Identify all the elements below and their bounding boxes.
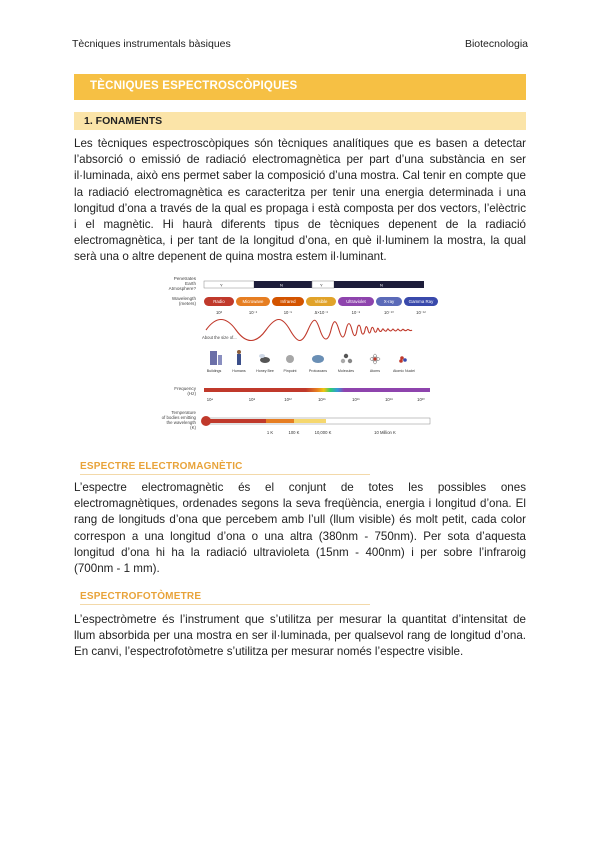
- wavelength-radio: 10³: [215, 310, 223, 315]
- object-atomic-nuclei: Atomic Nuclei: [393, 369, 415, 373]
- band-label-visible: Visible: [314, 299, 328, 305]
- object-buildings: Buildings: [206, 369, 222, 373]
- wavelength-xray: 10⁻¹⁰: [384, 310, 394, 315]
- object-atoms: Atoms: [369, 369, 381, 373]
- wave-illustration: [202, 320, 412, 341]
- thermo-seg-3: [294, 419, 326, 423]
- penetrates-seg-no-1: [254, 281, 312, 288]
- icon-molecules: [344, 354, 348, 358]
- thermometer: [201, 416, 430, 426]
- paragraph-fonaments: Les tècniques espectroscòpiques són tècniques analítiques que es basen a detectar l’absorció o emissió de radiació electromagnètica per part d’una substància en ser il·luminada, això ens permet saber la composició d’una mostra. Cal tenir en compte que la radiació electromagnètica es caracteritza per tenir una energia determinada i una longitud d’ona a través de la qual es propaga i està composta per dos vectors, l’elèctric i el magnètic. Hi haurà diferents tipus de tècniques depenent de la radiació electromagnètica, i per tant de la longitud d’ona, en què il·luminem la mostra, la qual serà una o altre depenent de quina mostra estem il·luminant.: [74, 137, 526, 264]
- penetrates-label-line-1: Penetrates: [173, 276, 196, 281]
- page-header: [72, 38, 528, 52]
- object-protozoans: Protozoans: [308, 369, 328, 373]
- wave-path: [206, 320, 412, 341]
- thermo-seg-2: [266, 419, 294, 423]
- header-subject: Biotecnologia: [464, 38, 528, 50]
- thermo-bulb: [201, 416, 211, 426]
- wavelength-ultraviolet: 10⁻⁸: [351, 310, 361, 315]
- band-label-radio: Radio: [213, 299, 225, 305]
- penetrates-label-line-2: Earth: [185, 281, 196, 286]
- band-label-xray: X-ray: [383, 299, 395, 305]
- icon-protozoans: [312, 355, 324, 363]
- penetrates-label-line-3: Atmosphere?: [168, 286, 196, 291]
- frequency-1: 10⁴: [206, 397, 214, 402]
- wavelength-microwave: 10⁻²: [248, 310, 258, 315]
- section-title-espectrofotometre: ESPECTROFOTÒMETRE: [80, 591, 370, 605]
- section-banner: [74, 112, 526, 130]
- object-molecules: Molecules: [337, 369, 355, 373]
- paragraph-espectre: L’espectre electromagnètic és el conjunt de totes les possibles ones electromagnètiques, ordenades segons la seva freqüència, energia i longitud d’ona. El rang de longituds d’ona que percebem amb l’ull (llum visible) és molt petit, cada color correspon a una longitud d’ona o una altra (380nm - 750nm). Per sota d’aquesta longitud d’ona hi ha la radiació ultravioleta (15nm - 400nm) i per sobre l’infraroig (700nm - 1 mm).: [74, 481, 526, 576]
- wavelength-gamma: 10⁻¹²: [416, 310, 426, 315]
- penetrates-seg-no-2: [334, 281, 424, 288]
- section-title-fonaments: 1. FONAMENTS: [84, 115, 163, 127]
- chapter-banner: [74, 74, 526, 100]
- penetrates-label: [169, 276, 197, 291]
- object-pinpoint: Pinpoint: [283, 369, 297, 373]
- wavelength-label-line-2: (meters): [178, 301, 196, 306]
- frequency-7: 10²⁰: [417, 397, 425, 402]
- scale-objects: [210, 350, 407, 365]
- frequency-label-line-2: (Hz): [187, 391, 196, 396]
- wavelength-infrared: 10⁻⁵: [283, 310, 293, 315]
- frequency-4: 10¹⁵: [318, 397, 326, 402]
- scale-label: About the size of...: [202, 335, 237, 340]
- penetrates-value-4: N: [380, 282, 383, 288]
- icon-buildings: [210, 351, 217, 365]
- band-label-microwave: Microwave: [242, 299, 264, 305]
- frequency-3: 10¹²: [284, 397, 292, 402]
- penetrates-value-3: Y: [320, 282, 323, 288]
- frequency-bar: [204, 388, 430, 392]
- frequency-2: 10⁸: [248, 397, 256, 402]
- wavelength-values: [216, 310, 426, 315]
- frequency-6: 10¹⁸: [385, 397, 393, 402]
- band-label-ultraviolet: Ultraviolet: [346, 299, 366, 305]
- frequency-values: [207, 397, 425, 402]
- frequency-5: 10¹⁶: [352, 397, 360, 402]
- icon-atoms: [373, 357, 376, 360]
- penetrates-value-1: Y: [220, 282, 223, 288]
- paragraph-espectrofotometre: L’espectròmetre és l’instrument que s’utilitza per mesurar la quantitat d’intensitat de llum absorbida per una mostra en ser il·luminada, per qualsevol rang de longitud d’ona. En canvi, l’espectrofotòmetre s’utilitza per mesurar només l’espectre visible.: [74, 613, 526, 659]
- wavelength-visible: .5×10⁻⁶: [313, 310, 329, 315]
- header-course-title: Tècniques instrumentals bàsiques: [72, 38, 231, 50]
- thermo-seg-1: [206, 419, 266, 423]
- temperature-label: [162, 410, 197, 430]
- section-title-espectre: ESPECTRE ELECTROMAGNÈTIC: [80, 461, 370, 475]
- wavelength-label-line-1: Wavelength: [171, 296, 196, 301]
- band-label-gamma: Gamma Ray: [408, 299, 434, 305]
- wavelength-label: [172, 296, 197, 306]
- object-honey-bee: Honey Bee: [256, 369, 274, 373]
- electromagnetic-spectrum-figure: [161, 272, 440, 447]
- scale-object-labels: [207, 369, 415, 373]
- temperature-4: 10 Million K: [374, 430, 396, 435]
- frequency-label-line-1: Frequency: [174, 386, 196, 391]
- icon-humans: [237, 350, 241, 354]
- temperature-values: [267, 430, 396, 435]
- temperature-1: 1 K: [266, 430, 274, 435]
- object-humans: Humans: [232, 369, 246, 373]
- penetrates-seg-yes-1: [204, 281, 254, 288]
- penetrates-bar: [204, 281, 424, 288]
- band-label-infrared: Infrared: [280, 299, 296, 305]
- temperature-3: 10,000 K: [314, 430, 332, 435]
- penetrates-seg-yes-2: [312, 281, 334, 288]
- chapter-title: TÈCNIQUES ESPECTROSCÒPIQUES: [90, 80, 298, 92]
- temperature-label-line-3: the wavelength: [166, 420, 196, 425]
- temperature-label-line-2: of bodies emitting: [161, 415, 196, 420]
- temperature-label-line-1: Temperature: [171, 410, 196, 415]
- temperature-2: 100 K: [288, 430, 300, 435]
- icon-pinpoint: [286, 355, 294, 363]
- band-pills: [204, 297, 438, 306]
- temperature-label-line-4: (K): [190, 425, 196, 430]
- penetrates-value-2: N: [280, 282, 283, 288]
- frequency-label: [174, 386, 196, 396]
